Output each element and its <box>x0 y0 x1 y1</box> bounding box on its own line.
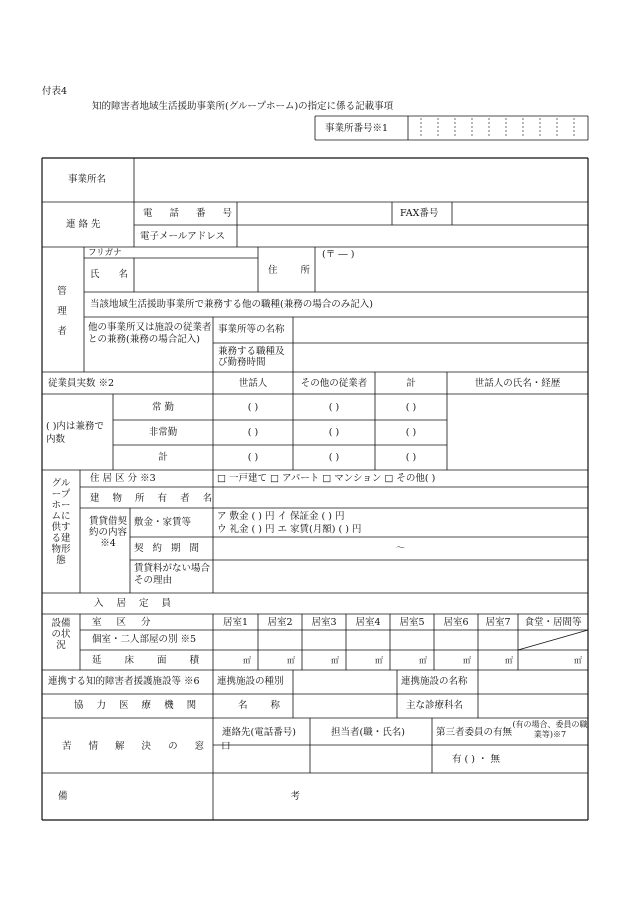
office-number-field[interactable] <box>409 117 587 139</box>
medical-label: 協 力 医 療 機 関 <box>74 700 202 711</box>
remarks-field[interactable] <box>214 774 587 819</box>
furigana-label: フリガナ <box>88 248 122 258</box>
medical-name-label: 名 称 <box>238 700 291 711</box>
residence-type-label: 住 居 区 分 ※3 <box>90 473 156 484</box>
complaint-contact-label: 連絡先(電話番号) <box>222 727 296 738</box>
address-label: 住 所 <box>268 265 321 276</box>
floor-area-label: 延 床 面 積 <box>92 655 210 666</box>
manager-name-label: 氏 名 <box>90 269 137 280</box>
area-unit-6: ㎡ <box>463 656 471 665</box>
medical-dept-label: 主な診療科名 <box>406 700 464 711</box>
furigana-field[interactable] <box>135 248 257 257</box>
room-3-header: 居室3 <box>311 617 337 628</box>
row-fulltime-label: 常 勤 <box>151 402 175 413</box>
phone-field[interactable] <box>238 203 391 224</box>
third-party-note: (有の場合、委員の職業等)※7 <box>512 720 588 739</box>
third-party-value[interactable]: 有 ( ) ・ 無 <box>452 754 500 765</box>
staff-count-label: 従業員実数 ※2 <box>48 378 115 389</box>
capacity-field[interactable] <box>214 594 587 613</box>
parttime-other[interactable]: ( ) <box>328 427 340 438</box>
no-rent-reason-field[interactable] <box>214 561 587 592</box>
area-unit-4: ㎡ <box>375 656 383 665</box>
email-field[interactable] <box>238 226 587 246</box>
medical-name-field[interactable] <box>294 695 396 717</box>
area-unit-3: ㎡ <box>331 656 339 665</box>
col-caretaker-bio: 世話人の氏名・経歴 <box>474 378 561 389</box>
contract-period-value[interactable]: ～ <box>395 543 406 554</box>
third-party-label: 第三者委員の有無 <box>436 727 513 738</box>
total-caretaker[interactable]: ( ) <box>247 452 259 463</box>
complaint-person-label: 担当者(職・氏名) <box>331 727 405 738</box>
office-name-label: 事業所名 <box>68 174 107 185</box>
room-2-header: 居室2 <box>267 617 293 628</box>
room-7-header: 居室7 <box>485 617 511 628</box>
other-office-duty-field[interactable] <box>294 344 587 371</box>
room-5-header: 居室5 <box>399 617 425 628</box>
fulltime-caretaker[interactable]: ( ) <box>247 402 259 413</box>
private-room-label: 個室・二人部屋の別 ※5 <box>92 634 197 645</box>
postal-code-text[interactable]: (〒 ― ) <box>322 249 355 260</box>
fax-field[interactable] <box>453 203 587 224</box>
col-caretaker: 世話人 <box>238 378 268 389</box>
facility-status-label: 設備の状況 <box>51 618 71 651</box>
office-name-field[interactable] <box>135 159 587 201</box>
room-4-header: 居室4 <box>355 617 381 628</box>
building-owner-field[interactable] <box>214 488 587 507</box>
manager-label: 管理者 <box>57 286 67 337</box>
office-number-label: 事業所番号※1 <box>325 123 389 134</box>
phone-label: 電 話 番 号 <box>143 208 240 219</box>
fulltime-total[interactable]: ( ) <box>405 402 417 413</box>
total-other[interactable]: ( ) <box>328 452 340 463</box>
col-total: 計 <box>406 378 416 389</box>
deposit-line-2[interactable]: ウ 礼金 ( ) 円 エ 家賃(月額) ( ) 円 <box>217 524 362 535</box>
cooperation-name-label: 連携施設の名称 <box>401 676 468 687</box>
dining-header: 食堂・居間等 <box>524 617 582 628</box>
room-type-label: 室 区 分 <box>92 617 157 628</box>
concurrent-role-label: 当該地域生活援助事業所で兼務する他の職種(兼務の場合のみ記入) <box>90 299 373 310</box>
caretaker-bio-field[interactable] <box>448 395 587 469</box>
area-unit-dining: ㎡ <box>574 656 582 665</box>
appendix-label: 付表4 <box>42 86 68 97</box>
deposit-label: 敷金・家賃等 <box>134 517 192 528</box>
cooperation-name-field[interactable] <box>479 671 587 693</box>
area-unit-7: ㎡ <box>505 656 513 665</box>
form-title: 知的障害者地域生活援助事業所(グループホーム)の指定に係る記載事項 <box>92 101 394 112</box>
staff-note: ( )内は兼務で内数 <box>46 421 104 445</box>
building-form-label: グループホームに供する建物形態 <box>51 478 71 566</box>
room-1-header: 居室1 <box>222 617 249 628</box>
email-label: 電子メールアドレス <box>140 231 226 242</box>
other-office-name-field[interactable] <box>294 318 587 342</box>
row-parttime-label: 非常勤 <box>148 427 178 438</box>
cooperation-type-label: 連携施設の種別 <box>217 676 284 687</box>
cooperation-type-field[interactable] <box>294 671 396 693</box>
contact-label: 連 絡 先 <box>66 219 101 230</box>
manager-name-field[interactable] <box>135 259 257 291</box>
deposit-line-1[interactable]: ア 敷金 ( ) 円 イ 保証金 ( ) 円 <box>217 511 345 522</box>
lease-contract-label: 賃貸借契約の内容※4 <box>88 516 127 549</box>
complaint-label: 苦 情 解 決 の 窓 口 <box>62 741 238 752</box>
parttime-total[interactable]: ( ) <box>405 427 417 438</box>
complaint-contact-field[interactable] <box>214 746 309 772</box>
no-rent-reason-label: 賃貸料がない場合その理由 <box>134 563 211 586</box>
total-total[interactable]: ( ) <box>405 452 417 463</box>
fax-label: FAX番号 <box>400 208 439 219</box>
medical-dept-field[interactable] <box>479 695 587 717</box>
building-owner-label: 建 物 所 有 者 名 <box>90 493 218 504</box>
area-unit-1: ㎡ <box>243 656 251 665</box>
contract-period-label: 契 約 期 間 <box>134 543 203 554</box>
other-office-name-label: 事業所等の名称 <box>218 324 285 335</box>
cooperation-label: 連携する知的障害者援護施設等 ※6 <box>48 676 200 687</box>
complaint-person-field[interactable] <box>311 746 431 772</box>
capacity-label: 入 居 定 員 <box>94 598 177 609</box>
fulltime-other[interactable]: ( ) <box>328 402 340 413</box>
other-office-label: 他の事業所又は施設の従業者との兼務(兼務の場合記入) <box>88 322 212 345</box>
area-unit-2: ㎡ <box>287 656 295 665</box>
parttime-caretaker[interactable]: ( ) <box>247 427 259 438</box>
col-other-staff: その他の従業者 <box>300 378 368 389</box>
residence-type-options[interactable]: □ 一戸建て □ アパート □ マンション □ その他( ) <box>217 473 436 484</box>
other-office-duty-label: 兼務する職種及び勤務時間 <box>218 346 285 368</box>
room-6-header: 居室6 <box>443 617 469 628</box>
remarks-label: 備 考 <box>58 791 411 802</box>
area-unit-5: ㎡ <box>419 656 427 665</box>
row-total-label: 計 <box>158 452 168 463</box>
